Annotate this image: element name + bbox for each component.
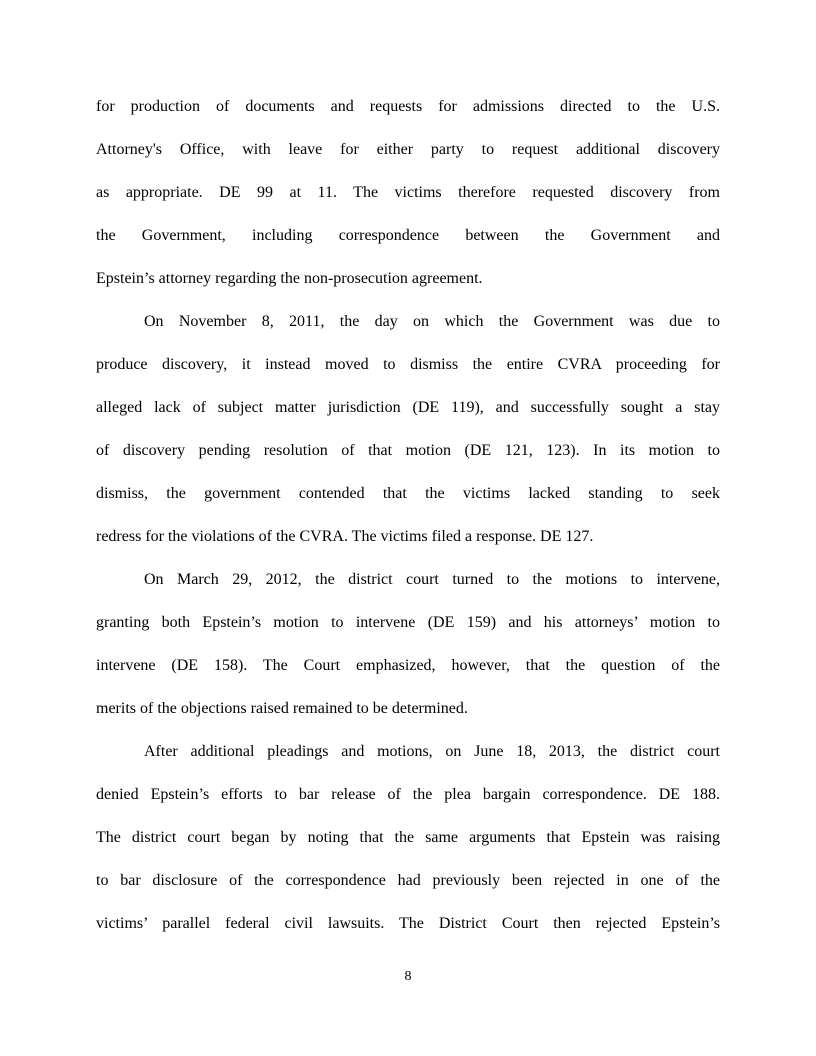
paragraph-motion-to-dismiss bbox=[96, 309, 720, 567]
text-line: denied Epstein’s efforts to bar release of the plea bargain correspondence. DE 188. bbox=[96, 786, 720, 803]
page-number: 8 bbox=[404, 969, 412, 984]
text-line: redress for the violations of the CVRA. The victims filed a response. DE 127. bbox=[96, 528, 594, 545]
text-line: for production of documents and requests for admissions directed to the U.S. bbox=[96, 98, 720, 115]
text-line: On November 8, 2011, the day on which the Government was due to bbox=[144, 313, 720, 330]
paragraph-motions-to-intervene bbox=[96, 567, 720, 739]
text-line: produce discovery, it instead moved to dismiss the entire CVRA proceeding for bbox=[96, 356, 720, 373]
text-line: After additional pleadings and motions, on June 18, 2013, the district court bbox=[144, 743, 720, 760]
text-line: dismiss, the government contended that the victims lacked standing to seek bbox=[96, 485, 720, 502]
document-page bbox=[96, 94, 720, 954]
text-line: as appropriate. DE 99 at 11. The victims therefore requested discovery from bbox=[96, 184, 720, 201]
text-line: granting both Epstein’s motion to intervene (DE 159) and his attorneys’ motion to bbox=[96, 614, 720, 631]
text-line: merits of the objections raised remained to be determined. bbox=[96, 700, 468, 717]
text-line: victims’ parallel federal civil lawsuits. The District Court then rejected Epstein’s bbox=[96, 915, 720, 932]
text-line: intervene (DE 158). The Court emphasized, however, that the question of the bbox=[96, 657, 720, 674]
paragraph-discovery-request bbox=[96, 94, 720, 309]
text-line: the Government, including correspondence between the Government and bbox=[96, 227, 720, 244]
paragraph-june-2013-ruling bbox=[96, 739, 720, 954]
text-line: On March 29, 2012, the district court turned to the motions to intervene, bbox=[144, 571, 720, 588]
text-line: alleged lack of subject matter jurisdiction (DE 119), and successfully sought a stay bbox=[96, 399, 720, 416]
text-line: Attorney's Office, with leave for either party to request additional discovery bbox=[96, 141, 720, 158]
text-line: The district court began by noting that the same arguments that Epstein was raising bbox=[96, 829, 720, 846]
text-line: of discovery pending resolution of that motion (DE 121, 123). In its motion to bbox=[96, 442, 720, 459]
text-line: Epstein’s attorney regarding the non-prosecution agreement. bbox=[96, 270, 483, 287]
text-line: to bar disclosure of the correspondence had previously been rejected in one of the bbox=[96, 872, 720, 889]
